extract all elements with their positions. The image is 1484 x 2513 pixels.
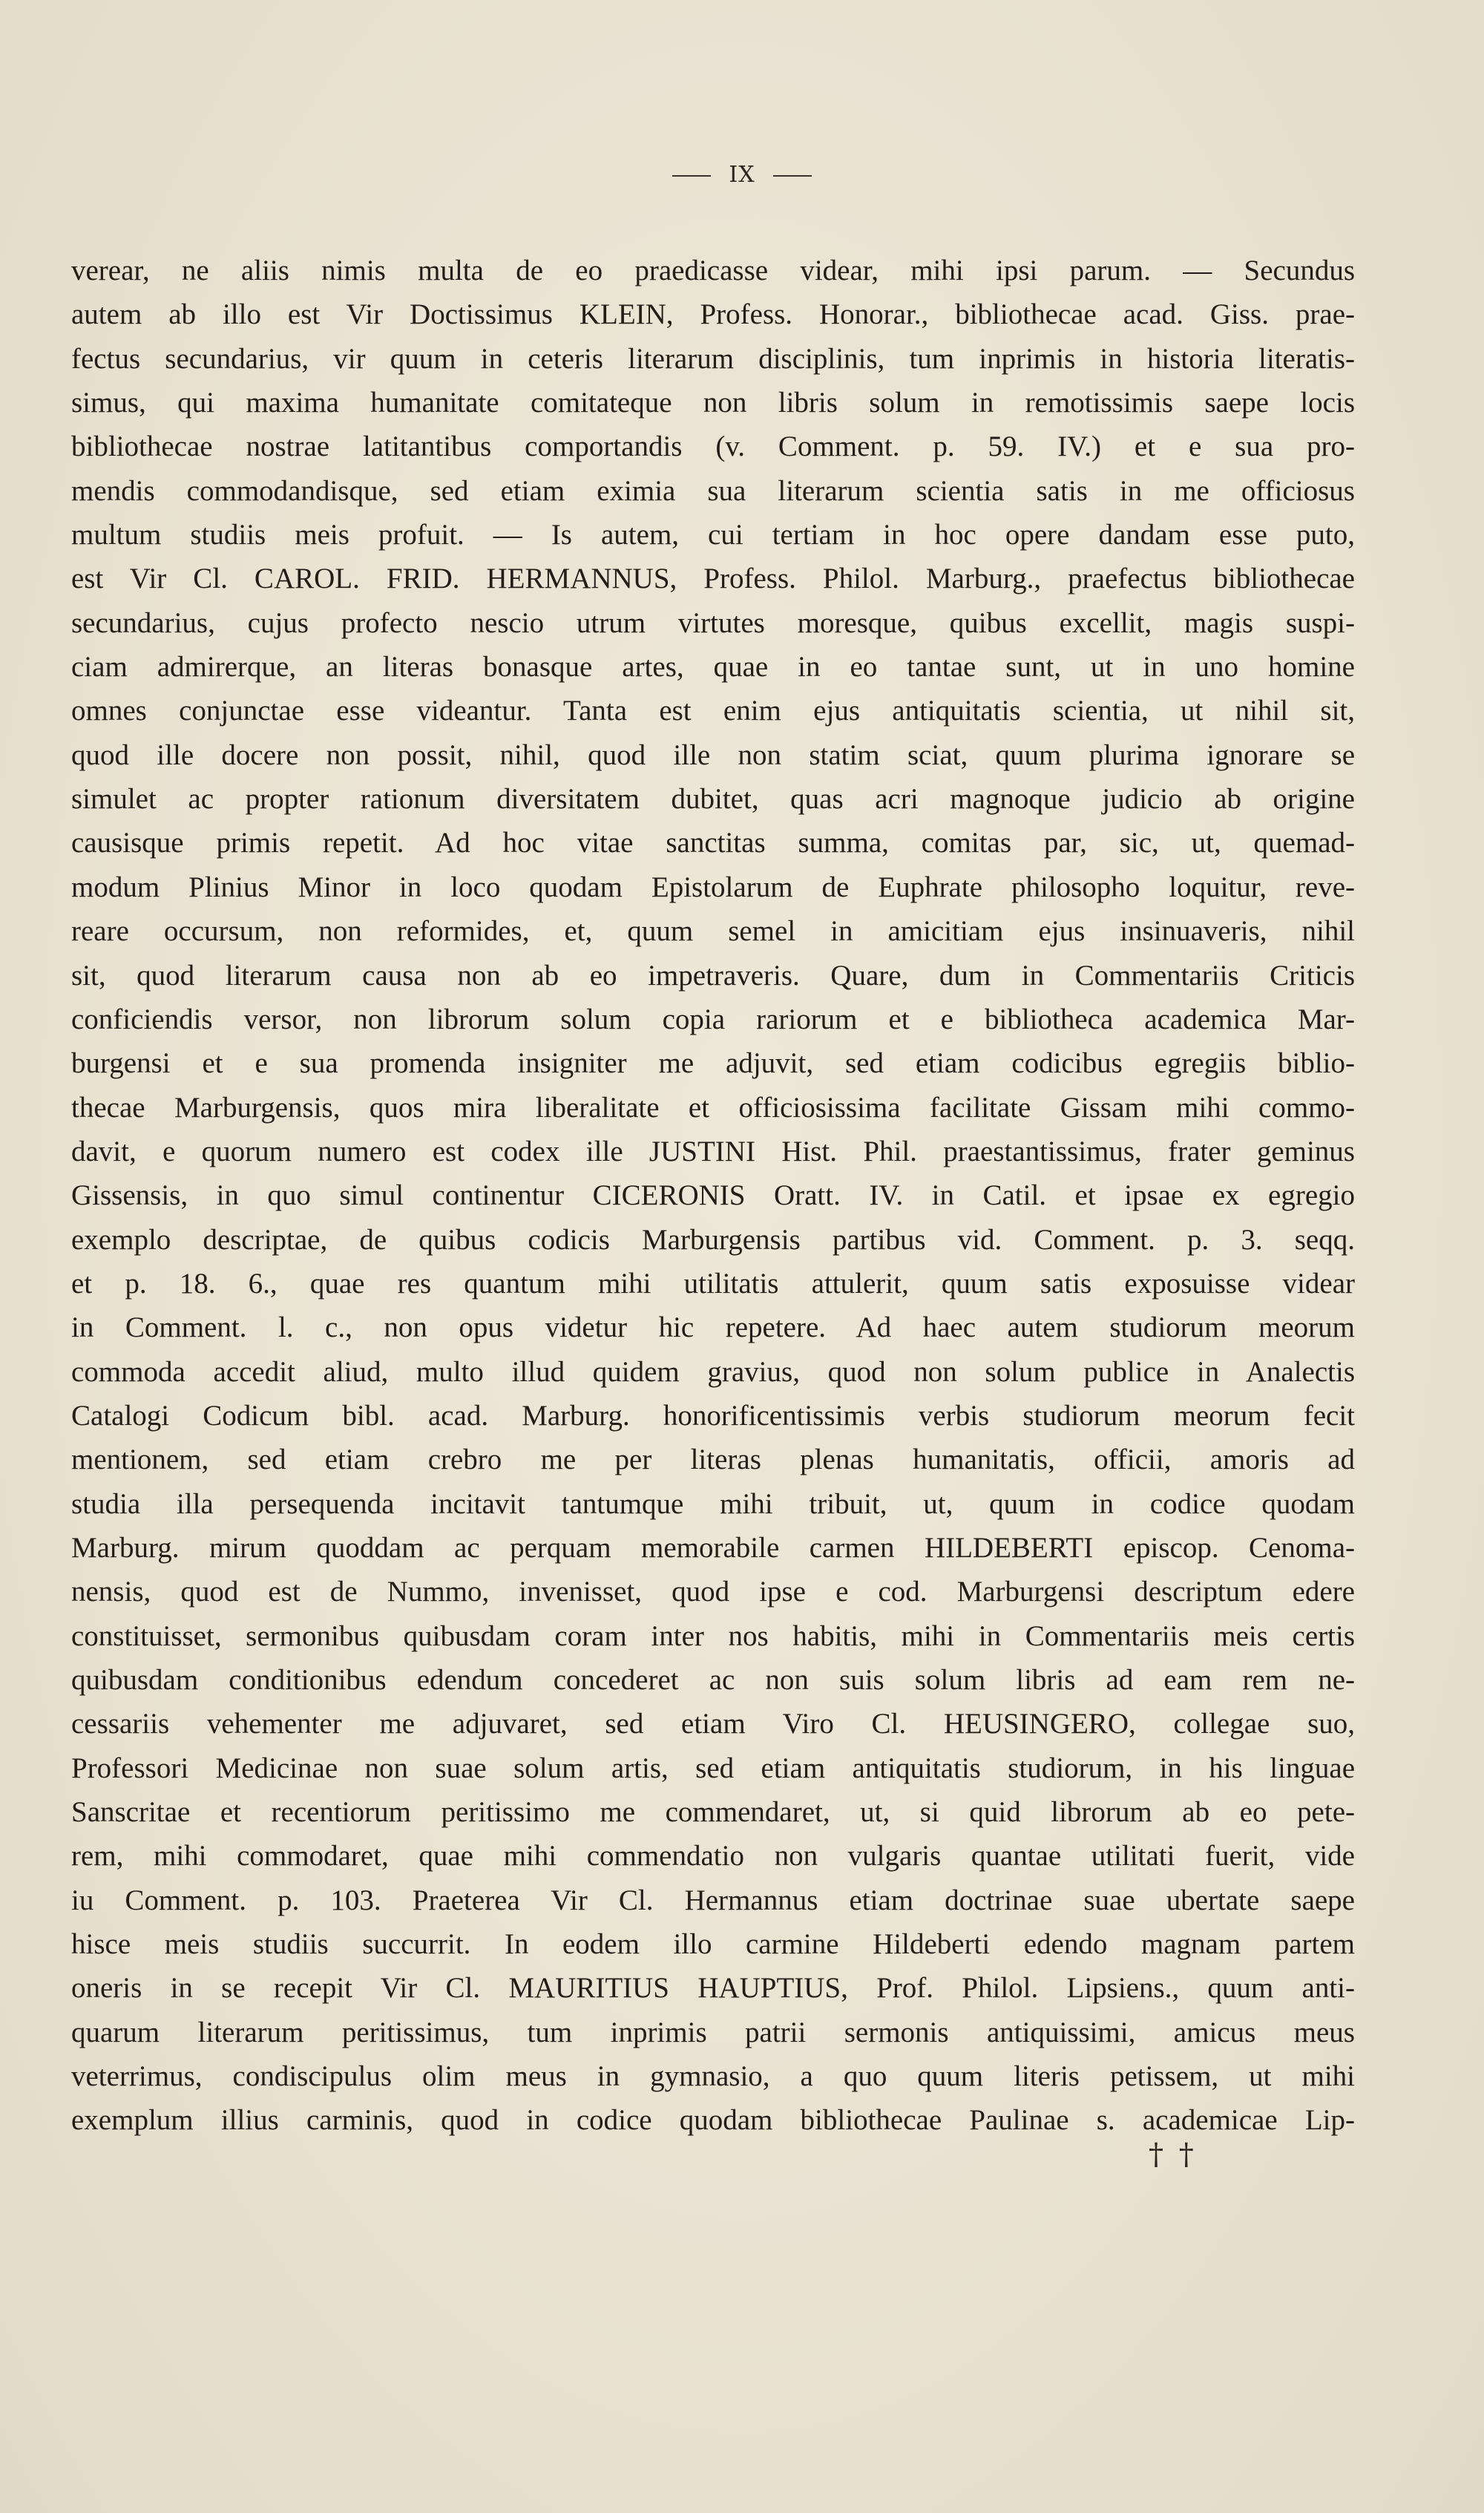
text-line: rem, mihi commodaret, quae mihi commendatio non vulgaris quantae utilitati fuerit, vide xyxy=(71,1840,1355,1873)
text-line: modum Plinius Minor in loco quodam Epistolarum de Euphrate philosopho loquitur, reve- xyxy=(71,871,1355,903)
text-line: omnes conjunctae esse videantur. Tanta est enim ejus antiquitatis scientia, ut nihil sit, xyxy=(71,695,1355,727)
text-line: mendis commodandisque, sed etiam eximia sua literarum scientia satis in me officiosus xyxy=(71,474,1355,507)
text-line: simulet ac propter rationum diversitatem dubitet, quas acri magnoque judicio ab origine xyxy=(71,783,1355,816)
page-header xyxy=(0,162,1484,188)
text-line: secundarius, cujus profecto nescio utrum virtutes moresque, quibus excellit, magis suspi- xyxy=(71,606,1355,639)
text-line: verear, ne aliis nimis multa de eo praedicasse videar, mihi ipsi parum. — Secundus xyxy=(71,255,1355,286)
text-line: et p. 18. 6., quae res quantum mihi utilitatis attulerit, quum satis exposuisse videar xyxy=(71,1267,1355,1300)
header-dash-left xyxy=(672,175,711,177)
text-line: hisce meis studiis succurrit. In eodem illo carmine Hildeberti edendo magnam partem xyxy=(71,1928,1355,1961)
text-line: exemplo descriptae, de quibus codicis Marburgensis partibus vid. Comment. p. 3. seqq. xyxy=(71,1223,1355,1256)
text-line: autem ab illo est Vir Doctissimus KLEIN, Profess. Honorar., bibliothecae acad. Giss. prae- xyxy=(71,298,1355,331)
header-dash-right xyxy=(773,175,812,177)
text-line: davit, e quorum numero est codex ille JUSTINI Hist. Phil. praestantissimus, frater geminus xyxy=(71,1135,1355,1167)
text-line: bibliothecae nostrae latitantibus comportandis (v. Comment. p. 59. IV.) et e sua pro- xyxy=(71,430,1355,463)
text-line: iu Comment. p. 103. Praeterea Vir Cl. Hermannus etiam doctrinae suae ubertate saepe xyxy=(71,1884,1355,1916)
text-line: quarum literarum peritissimus, tum inprimis patrii sermonis antiquissimi, amicus meus xyxy=(71,2016,1355,2048)
signature-mark: † † xyxy=(1149,2137,1197,2172)
text-line: sit, quod literarum causa non ab eo impetraveris. Quare, dum in Commentariis Criticis xyxy=(71,959,1355,992)
text-line: fectus secundarius, vir quum in ceteris literarum disciplinis, tum inprimis in historia literatis- xyxy=(71,342,1355,375)
text-line: Catalogi Codicum bibl. acad. Marburg. honorificentissimis verbis studiorum meorum fecit xyxy=(71,1399,1355,1432)
text-line: veterrimus, condiscipulus olim meus in gymnasio, a quo quum literis petissem, ut mihi xyxy=(71,2060,1355,2093)
text-line: est Vir Cl. CAROL. FRID. HERMANNUS, Profess. Philol. Marburg., praefectus bibliothecae xyxy=(71,563,1355,595)
text-line: Gissensis, in quo simul continentur CICERONIS Oratt. IV. in Catil. et ipsae ex egregio xyxy=(71,1179,1355,1212)
text-line: constituisset, sermonibus quibusdam coram inter nos habitis, mihi in Commentariis meis certis xyxy=(71,1619,1355,1652)
text-line: Professori Medicinae non suae solum artis, sed etiam antiquitatis studiorum, in his linguae xyxy=(71,1752,1355,1784)
text-line: quibusdam conditionibus edendum concederet ac non suis solum libris ad eam rem ne- xyxy=(71,1664,1355,1696)
text-line: exemplum illius carminis, quod in codice quodam bibliothecae Paulinae s. academicae Lip- xyxy=(71,2104,1355,2137)
text-line: ciam admirerque, an literas bonasque artes, quae in eo tantae sunt, ut in uno homine xyxy=(71,651,1355,684)
text-line: Marburg. mirum quoddam ac perquam memorabile carmen HILDEBERTI episcop. Cenoma- xyxy=(71,1531,1355,1564)
text-line: cessariis vehementer me adjuvaret, sed etiam Viro Cl. HEUSINGERO, collegae suo, xyxy=(71,1708,1355,1740)
body-text xyxy=(71,249,1355,2143)
text-line: in Comment. l. c., non opus videtur hic repetere. Ad haec autem studiorum meorum xyxy=(71,1311,1355,1344)
text-line: simus, qui maxima humanitate comitateque non libris solum in remotissimis saepe locis xyxy=(71,387,1355,419)
text-line: burgensi et e sua promenda insigniter me adjuvit, sed etiam codicibus egregiis biblio- xyxy=(71,1047,1355,1080)
page-number: IX xyxy=(729,162,755,188)
text-line: thecae Marburgensis, quos mira liberalitate et officiosissima facilitate Gissam mihi commo- xyxy=(71,1091,1355,1124)
text-line: mentionem, sed etiam crebro me per literas plenas humanitatis, officii, amoris ad xyxy=(71,1444,1355,1476)
text-line: Sanscritae et recentiorum peritissimo me commendaret, ut, si quid librorum ab eo pete- xyxy=(71,1796,1355,1829)
text-line: multum studiis meis profuit. — Is autem, cui tertiam in hoc opere dandam esse puto, xyxy=(71,519,1355,551)
text-line: studia illa persequenda incitavit tantumque mihi tribuit, ut, quum in codice quodam xyxy=(71,1487,1355,1520)
text-line: causisque primis repetit. Ad hoc vitae sanctitas summa, comitas par, sic, ut, quemad- xyxy=(71,827,1355,859)
text-line: reare occursum, non reformides, et, quum semel in amicitiam ejus insinuaveris, nihil xyxy=(71,915,1355,948)
text-line: commoda accedit aliud, multo illud quidem gravius, quod non solum publice in Analectis xyxy=(71,1355,1355,1388)
text-line: nensis, quod est de Nummo, invenisset, quod ipse e cod. Marburgensi descriptum edere xyxy=(71,1576,1355,1608)
text-line: conficiendis versor, non librorum solum copia rariorum et e bibliotheca academica Mar- xyxy=(71,1003,1355,1035)
text-line: oneris in se recepit Vir Cl. MAURITIUS HAUPTIUS, Prof. Philol. Lipsiens., quum anti- xyxy=(71,1972,1355,2005)
text-line: quod ille docere non possit, nihil, quod ille non statim sciat, quum plurima ignorare se xyxy=(71,738,1355,771)
